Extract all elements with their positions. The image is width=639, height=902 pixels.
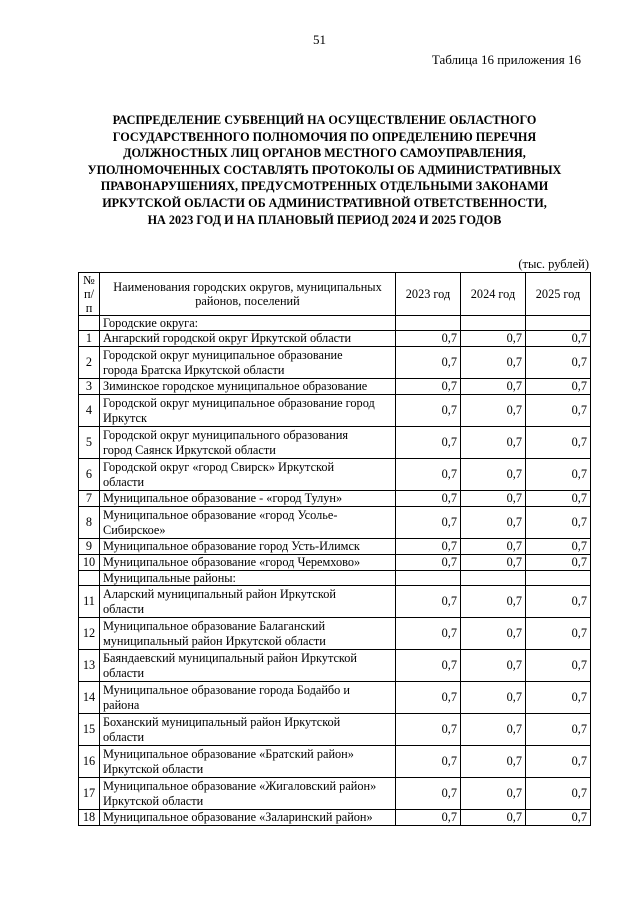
value-2024: 0,7: [461, 427, 526, 459]
value-2025: 0,7: [526, 586, 591, 618]
section-label: Городские округа:: [100, 316, 396, 331]
municipality-name: [100, 331, 396, 347]
value-2024: 0,7: [461, 555, 526, 571]
row-number: 17: [79, 778, 100, 810]
value-2025: 0,7: [526, 347, 591, 379]
section-row: [79, 571, 591, 586]
header-name-line: Наименования городских округов, муниципальных: [113, 280, 382, 294]
municipality-name: [100, 395, 396, 427]
value-2024: 0,7: [461, 586, 526, 618]
municipality-name: [100, 507, 396, 539]
table-caption: Таблица 16 приложения 16: [431, 52, 581, 67]
header-num-line: п/п: [84, 287, 94, 315]
table-row: [79, 347, 591, 379]
title-line: ДОЛЖНОСТНЫХ ЛИЦ ОРГАНОВ МЕСТНОГО САМОУПРАВЛЕНИЯ,: [123, 146, 526, 161]
value-2024: 0,7: [461, 507, 526, 539]
value-2025: 0,7: [526, 682, 591, 714]
municipality-name: [100, 379, 396, 395]
value-2024: 0,7: [461, 650, 526, 682]
value-2024: 0,7: [461, 347, 526, 379]
municipality-name-line: город Саянск Иркутской области: [103, 442, 276, 457]
municipality-name-line: Иркутск: [103, 410, 147, 425]
municipality-name-line: Боханский муниципальный район Иркутской: [103, 714, 341, 729]
value-2024: 0,7: [461, 778, 526, 810]
table-row: [79, 810, 591, 826]
table-row: [79, 427, 591, 459]
municipality-name: [100, 347, 396, 379]
table-row: [79, 507, 591, 539]
value-2025: 0,7: [526, 395, 591, 427]
value-2023: 0,7: [396, 459, 461, 491]
title-line: НА 2023 ГОД И НА ПЛАНОВЫЙ ПЕРИОД 2024 И 2025 ГОДОВ: [147, 212, 502, 227]
municipality-name-line: Городской округ муниципальное образование город: [103, 395, 375, 410]
table-row: [79, 714, 591, 746]
value-2023: 0,7: [396, 586, 461, 618]
title-line: ГОСУДАРСТВЕННОГО ПОЛНОМОЧИЯ ПО ОПРЕДЕЛЕНИЮ ПЕРЕЧНЯ: [112, 129, 537, 144]
value-2025: 0,7: [526, 491, 591, 507]
municipality-name-line: Иркутской области: [103, 761, 204, 776]
municipality-name-line: Муниципальное образование «город Черемхово»: [103, 555, 361, 569]
municipality-name: [100, 746, 396, 778]
municipality-name-line: области: [103, 729, 145, 744]
value-2024: 0,7: [461, 746, 526, 778]
section-value-cell: [461, 571, 526, 586]
municipality-name-line: муниципальный район Иркутской области: [103, 633, 326, 648]
value-2023: 0,7: [396, 507, 461, 539]
table-row: [79, 682, 591, 714]
row-number: 14: [79, 682, 100, 714]
row-number: 8: [79, 507, 100, 539]
municipality-name-line: области: [103, 474, 145, 489]
value-2024: 0,7: [461, 459, 526, 491]
value-2025: 0,7: [526, 778, 591, 810]
section-value-cell: [396, 571, 461, 586]
units-label: (тыс. рублей): [518, 257, 589, 271]
municipality-name-line: города Братска Иркутской области: [103, 362, 285, 377]
value-2023: 0,7: [396, 539, 461, 555]
municipality-name-line: Зиминское городское муниципальное образование: [103, 379, 368, 393]
table-header-row: [79, 273, 591, 316]
row-number: 18: [79, 810, 100, 826]
table-row: [79, 395, 591, 427]
page-number: 51: [313, 32, 326, 47]
row-number: 4: [79, 395, 100, 427]
municipality-name-line: Муниципальное образование города Бодайбо и: [103, 682, 350, 697]
header-name: [100, 273, 396, 316]
municipality-name: [100, 491, 396, 507]
value-2024: 0,7: [461, 491, 526, 507]
municipality-name: [100, 650, 396, 682]
value-2023: 0,7: [396, 746, 461, 778]
value-2023: 0,7: [396, 618, 461, 650]
value-2024: 0,7: [461, 379, 526, 395]
value-2023: 0,7: [396, 714, 461, 746]
municipality-name-line: Муниципальное образование - «город Тулун»: [103, 491, 343, 505]
municipality-name-line: Городской округ муниципального образования: [103, 427, 349, 442]
row-number: 1: [79, 331, 100, 347]
value-2024: 0,7: [461, 618, 526, 650]
value-2023: 0,7: [396, 347, 461, 379]
municipality-name: [100, 539, 396, 555]
document-title: [70, 112, 579, 228]
header-num-line: №: [83, 273, 95, 287]
table-row: [79, 539, 591, 555]
row-number: 15: [79, 714, 100, 746]
row-number: 9: [79, 539, 100, 555]
value-2025: 0,7: [526, 459, 591, 491]
municipality-name: [100, 618, 396, 650]
municipality-name-line: области: [103, 665, 145, 680]
municipality-name-line: Муниципальное образование «Заларинский район»: [103, 810, 373, 824]
municipality-name-line: Сибирское»: [103, 522, 166, 537]
row-number: 3: [79, 379, 100, 395]
table-row: [79, 650, 591, 682]
municipality-name-line: Ангарский городской округ Иркутской области: [103, 331, 352, 345]
value-2024: 0,7: [461, 331, 526, 347]
municipality-name: [100, 555, 396, 571]
value-2024: 0,7: [461, 539, 526, 555]
value-2023: 0,7: [396, 555, 461, 571]
header-num: [79, 273, 100, 316]
value-2025: 0,7: [526, 650, 591, 682]
value-2025: 0,7: [526, 331, 591, 347]
municipality-name: [100, 459, 396, 491]
municipality-name: [100, 810, 396, 826]
row-number: 11: [79, 586, 100, 618]
table-row: [79, 778, 591, 810]
value-2024: 0,7: [461, 714, 526, 746]
value-2024: 0,7: [461, 395, 526, 427]
value-2025: 0,7: [526, 555, 591, 571]
value-2023: 0,7: [396, 379, 461, 395]
row-number: 7: [79, 491, 100, 507]
subsidy-table: [78, 272, 591, 826]
municipality-name-line: Аларский муниципальный район Иркутской: [103, 586, 336, 601]
value-2024: 0,7: [461, 810, 526, 826]
value-2025: 0,7: [526, 427, 591, 459]
municipality-name-line: Муниципальное образование «Жигаловский район»: [103, 778, 377, 793]
value-2025: 0,7: [526, 379, 591, 395]
header-2023: 2023 год: [396, 273, 461, 316]
section-value-cell: [526, 316, 591, 331]
value-2023: 0,7: [396, 427, 461, 459]
municipality-name-line: Городской округ муниципальное образование: [103, 347, 343, 362]
section-num-cell: [79, 316, 100, 331]
value-2023: 0,7: [396, 810, 461, 826]
section-label: Муниципальные районы:: [100, 571, 396, 586]
section-num-cell: [79, 571, 100, 586]
table-row: [79, 618, 591, 650]
table-row: [79, 491, 591, 507]
row-number: 2: [79, 347, 100, 379]
section-value-cell: [461, 316, 526, 331]
title-line: ИРКУТСКОЙ ОБЛАСТИ ОБ АДМИНИСТРАТИВНОЙ ОТВЕТСТВЕННОСТИ,: [102, 195, 547, 210]
row-number: 6: [79, 459, 100, 491]
value-2025: 0,7: [526, 507, 591, 539]
municipality-name-line: области: [103, 601, 145, 616]
municipality-name: [100, 586, 396, 618]
value-2025: 0,7: [526, 618, 591, 650]
municipality-name-line: района: [103, 697, 140, 712]
table-row: [79, 586, 591, 618]
municipality-name-line: Муниципальное образование «город Усолье-: [103, 507, 338, 522]
section-value-cell: [396, 316, 461, 331]
municipality-name-line: Иркутской области: [103, 793, 204, 808]
row-number: 10: [79, 555, 100, 571]
title-line: УПОЛНОМОЧЕННЫХ СОСТАВЛЯТЬ ПРОТОКОЛЫ ОБ АДМИНИСТРАТИВНЫХ: [87, 162, 562, 177]
value-2023: 0,7: [396, 491, 461, 507]
value-2023: 0,7: [396, 395, 461, 427]
header-2024: 2024 год: [461, 273, 526, 316]
municipality-name: [100, 427, 396, 459]
table-row: [79, 555, 591, 571]
table-row: [79, 459, 591, 491]
municipality-name-line: Муниципальное образование город Усть-Илимск: [103, 539, 360, 553]
value-2023: 0,7: [396, 650, 461, 682]
value-2025: 0,7: [526, 714, 591, 746]
municipality-name: [100, 714, 396, 746]
section-value-cell: [526, 571, 591, 586]
section-row: [79, 316, 591, 331]
value-2023: 0,7: [396, 331, 461, 347]
row-number: 16: [79, 746, 100, 778]
header-name-line: районов, поселений: [195, 294, 300, 308]
table-row: [79, 746, 591, 778]
header-2025: 2025 год: [526, 273, 591, 316]
municipality-name-line: Муниципальное образование «Братский район»: [103, 746, 354, 761]
value-2025: 0,7: [526, 539, 591, 555]
municipality-name-line: Муниципальное образование Балаганский: [103, 618, 326, 633]
row-number: 13: [79, 650, 100, 682]
row-number: 5: [79, 427, 100, 459]
municipality-name: [100, 778, 396, 810]
municipality-name-line: Баяндаевский муниципальный район Иркутской: [103, 650, 358, 665]
table-body: [79, 316, 591, 826]
value-2023: 0,7: [396, 778, 461, 810]
value-2024: 0,7: [461, 682, 526, 714]
value-2025: 0,7: [526, 746, 591, 778]
table-row: [79, 379, 591, 395]
municipality-name-line: Городской округ «город Свирск» Иркутской: [103, 459, 335, 474]
title-line: РАСПРЕДЕЛЕНИЕ СУБВЕНЦИЙ НА ОСУЩЕСТВЛЕНИЕ ОБЛАСТНОГО: [112, 113, 537, 127]
table-row: [79, 331, 591, 347]
municipality-name: [100, 682, 396, 714]
value-2023: 0,7: [396, 682, 461, 714]
row-number: 12: [79, 618, 100, 650]
value-2025: 0,7: [526, 810, 591, 826]
title-line: ПРАВОНАРУШЕНИЯХ, ПРЕДУСМОТРЕННЫХ ОТДЕЛЬНЫМИ ЗАКОНАМИ: [100, 179, 549, 194]
